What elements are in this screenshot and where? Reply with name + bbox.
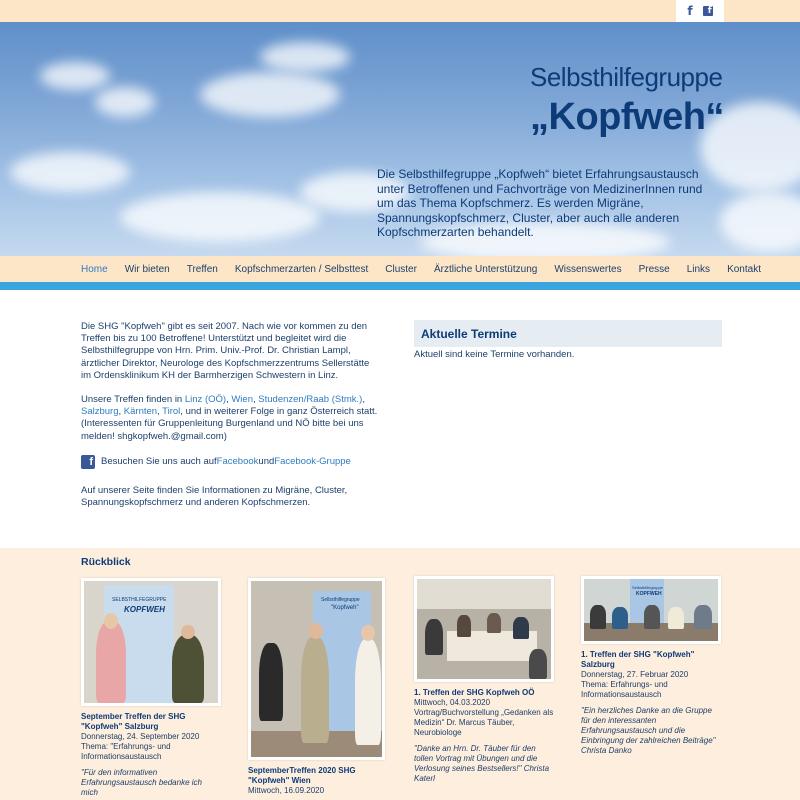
termine-text: Aktuell sind keine Termine vorhanden. [414, 349, 575, 360]
card-photo[interactable] [414, 576, 554, 682]
facebook-group-link[interactable]: Facebook-Gruppe [274, 455, 351, 467]
intro-paragraph-3: Auf unserer Seite finden Sie Informationen zu Migräne, Cluster, Spannungskopfschmerz und anderen Kopfschmerzen. [81, 484, 348, 509]
link-linz[interactable]: Linz (OÖ) [184, 394, 227, 406]
social-links [676, 0, 724, 22]
hero-banner [0, 22, 800, 256]
facebook-icon[interactable]: f [81, 455, 95, 469]
nav-item-treffen[interactable]: Treffen [186, 263, 218, 275]
card-photo[interactable]: SELBSTHILFEGRUPPE KOPFWEH [81, 578, 221, 706]
card-photo[interactable]: Selbsthilfegruppe KOPFWEH [581, 576, 721, 644]
main-navigation [0, 256, 800, 282]
nav-stripe [0, 282, 800, 290]
rueckblick-card-4: Selbsthilfegruppe KOPFWEH 1. Treffen der SHG "Kopfweh" Salzburg Donnerstag, 27. Februar 2020 Thema: Erfahrungs- und Informationsaustausch "Ein herzliches Danke an die Gruppe für den interessanten Erfahrungsaustausch und die Einbringung der zahlreichen Beiträge" Christa Danko [581, 576, 721, 756]
facebook-link[interactable]: Facebook [216, 455, 259, 467]
nav-item-kontakt[interactable]: Kontakt [727, 263, 761, 275]
nav-item-presse[interactable]: Presse [638, 263, 670, 275]
nav-item-aerztliche-unterstuetzung[interactable]: Ärztliche Unterstützung [433, 263, 538, 275]
rueckblick-card-2: Selbsthilfegruppe "Kopfweh" SeptemberTreffen 2020 SHG "Kopfweh" Wien Mittwoch, 16.09.2020 [248, 578, 385, 796]
nav-item-wir-bieten[interactable]: Wir bieten [124, 263, 170, 275]
top-bar [0, 0, 800, 22]
link-kaernten[interactable]: Kärnten [123, 406, 158, 418]
rueckblick-card-3: 1. Treffen der SHG Kopfweh OÖ Mittwoch, 04.03.2020 Vortrag/Buchvorstellung „Gedanken als Medizin“ Dr. Marcus Täuber, Neurobiologe "Danke an Hrn. Dr. Täuber für den tollen Vortrag mit Übungen und die Verlosung seines Bestsellers!" Christa Katerl [414, 576, 554, 784]
nav-item-cluster[interactable]: Cluster [385, 263, 417, 275]
facebook-square-icon[interactable]: f [703, 6, 713, 16]
intro-text [81, 321, 381, 521]
nav-item-wissenswertes[interactable]: Wissenswertes [554, 263, 622, 275]
facebook-line: f Besuchen Sie uns auch auf Facebook und Facebook-Gruppe [81, 455, 381, 469]
nav-item-home[interactable]: Home [81, 263, 108, 275]
card-photo[interactable]: Selbsthilfegruppe "Kopfweh" [248, 578, 385, 760]
facebook-f-icon[interactable]: f [687, 4, 693, 18]
link-studenzen[interactable]: Studenzen/Raab (Stmk.) [258, 394, 363, 406]
link-salzburg[interactable]: Salzburg [81, 406, 119, 418]
intro-paragraph-2: Unsere Treffen finden in Linz (OÖ), Wien, Studenzen/Raab (Stmk.), Salzburg, Kärnten, Tirol, und in weiterer Folge in ganz Österreich statt. (Interessenten für Gruppenleitung Burgenland und NÖ bitte bei uns melden! shgkopfweh.@gmail.com) [81, 394, 378, 442]
nav-item-links[interactable]: Links [686, 263, 711, 275]
intro-paragraph-1: Die SHG "Kopfweh" gibt es seit 2007. Nach wie vor kommen zu den Treffen bis zu 100 Betroffene! Unterstützt und begleitet wird die Selbsthilfegruppe von Hrn. Prim. Univ.-Prof. Dr. Christian Lampl, ärztlicher Direktor, Neurologe des Kopfschmerzzentrums Sellerstätte im Ordensklinikum KH der Barmherzigen Schwestern in Linz. [81, 321, 370, 381]
rueckblick-title: Rückblick [81, 556, 131, 568]
link-wien[interactable]: Wien [231, 394, 253, 406]
hero-description: Die Selbsthilfegruppe „Kopfweh“ bietet Erfahrungsaustausch unter Betroffenen und Fachvorträge von MedizinerInnen rund um das Thema Kopfschmerz. Es werden Migräne, Spannungskopfschmerz, Cluster, aber auch alle anderen Kopfschmerzarten behandelt. [377, 167, 703, 239]
link-tirol[interactable]: Tirol [162, 406, 181, 418]
termine-heading: Aktuelle Termine [414, 320, 722, 347]
hero-title-line2: „Kopfweh“ [530, 96, 724, 138]
nav-item-kopfschmerzarten[interactable]: Kopfschmerzarten / Selbsttest [234, 263, 369, 275]
rueckblick-card-1: SELBSTHILFEGRUPPE KOPFWEH September Treffen der SHG "Kopfweh" Salzburg Donnerstag, 24. September 2020 Thema: "Erfahrungs- und Informationsaustausch "Für den informativen Erfahrungsaustausch bedanke ich mich [81, 578, 221, 798]
hero-title-line1: Selbsthilfegruppe [530, 62, 723, 92]
